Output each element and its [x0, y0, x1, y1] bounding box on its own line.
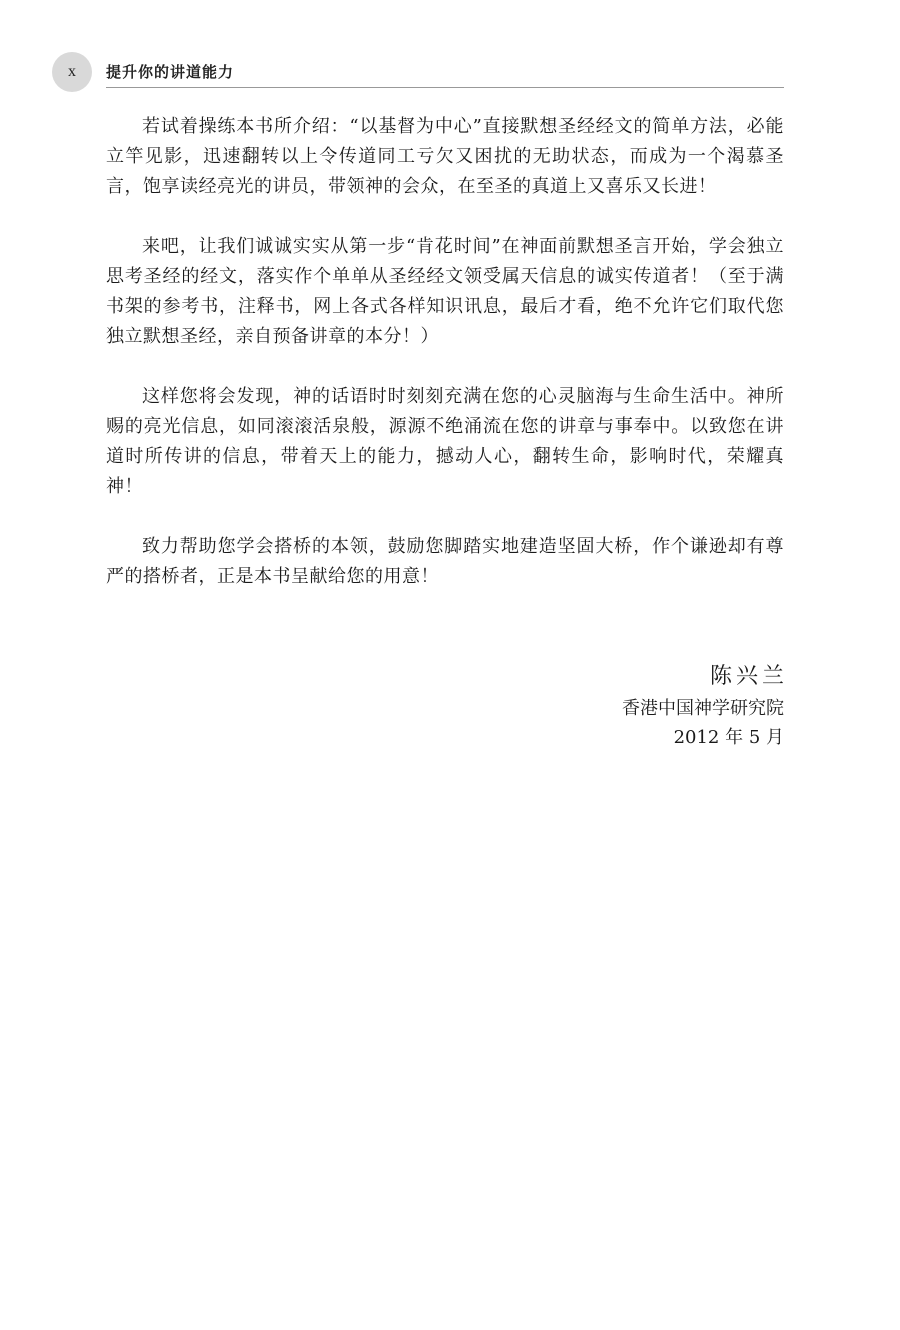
author-name: 陈兴兰 [709, 664, 788, 689]
signature-date: 2012 年 5 月 [673, 727, 784, 748]
paragraph-2: 来吧，让我们诚诚实实从第一步“肯花时间”在神面前默想圣言开始，学会独立思考圣经的经文，落实作个单单从圣经经文领受属天信息的诚实传道者！（至于满书架的参考书，注释书，网上各式各样知识讯息，最后才看，绝不允许它们取代您独立默想圣经，亲自预备讲章的本分！） [106, 236, 784, 347]
page-header [52, 52, 784, 92]
running-title: 提升你的讲道能力 [106, 63, 235, 81]
paragraph-1: 若试着操练本书所介绍：“以基督为中心”直接默想圣经经文的简单方法，必能立竿见影，迅速翻转以上令传道同工亏欠又困扰的无助状态，而成为一个渴慕圣言，饱享读经亮光的讲员，带领神的会众，在至圣的真道上又喜乐又长进！ [106, 116, 784, 197]
paragraph-3: 这样您将会发现，神的话语时时刻刻充满在您的心灵脑海与生命生活中。神所赐的亮光信息，如同滚滚活泉般，源源不绝涌流在您的讲章与事奉中。以致您在讲道时所传讲的信息，带着天上的能力，撼动人心，翻转生命，影响时代，荣耀真神！ [106, 386, 784, 497]
author-institution: 香港中国神学研究院 [622, 698, 784, 719]
paragraph-4: 致力帮助您学会搭桥的本领，鼓励您脚踏实地建造坚固大桥，作个谦逊却有尊严的搭桥者，正是本书呈献给您的用意！ [106, 536, 784, 587]
header-divider [106, 87, 784, 88]
page-number-badge: x [52, 52, 92, 92]
signature-block [622, 660, 788, 752]
body-text [106, 112, 784, 622]
